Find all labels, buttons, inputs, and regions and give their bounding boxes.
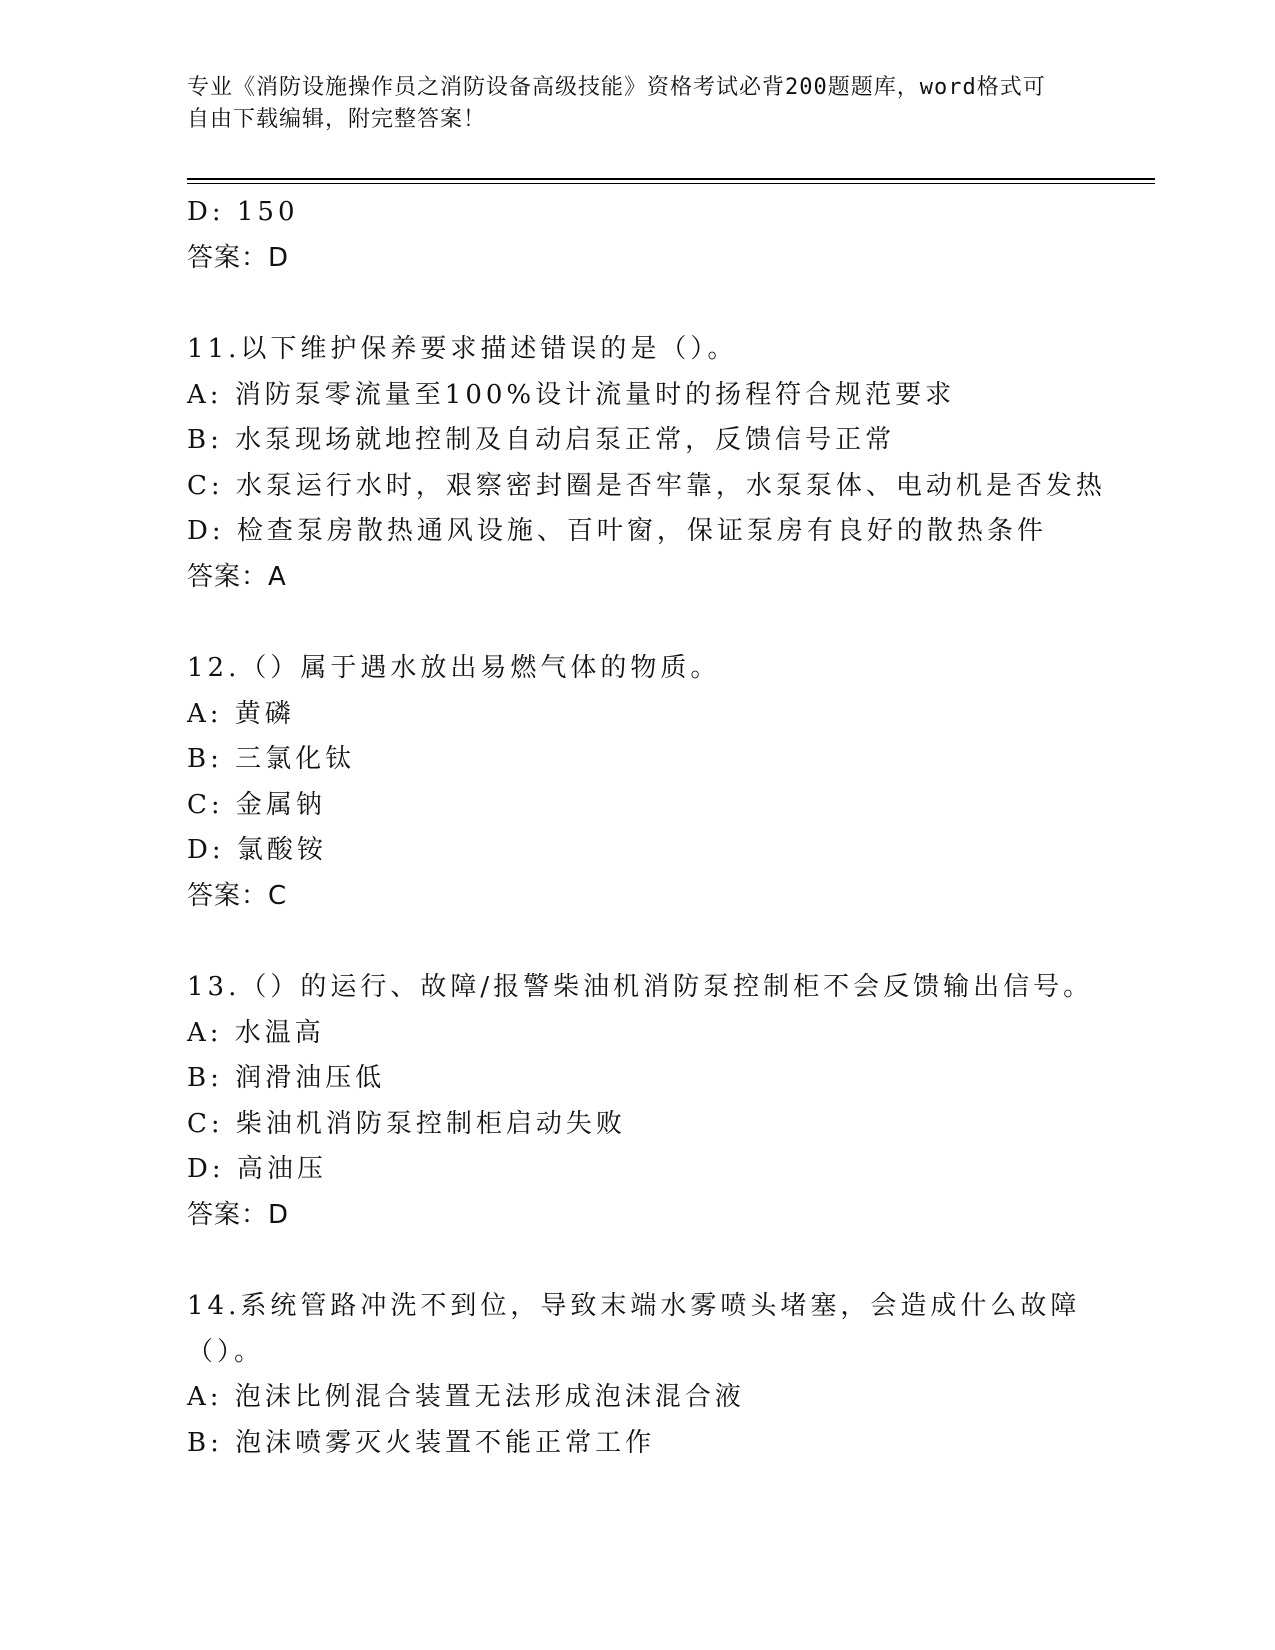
prev-option-d: D: 150 bbox=[187, 197, 299, 227]
question-12-option-c: C: 金属钠 bbox=[187, 789, 326, 820]
question-13-answer: 答案：D bbox=[187, 1199, 290, 1230]
spacer bbox=[187, 281, 1087, 327]
question-14: 14.系统管路冲洗不到位，导致末端水雾喷头堵塞，会造成什么故障（）。 bbox=[187, 1291, 1081, 1367]
question-12-option-a: A: 黄磷 bbox=[187, 698, 295, 729]
question-11-option-d: D: 检查泵房散热通风设施、百叶窗，保证泵房有良好的散热条件 bbox=[187, 516, 1047, 546]
question-14-option-b: B: 泡沫喷雾灭火装置不能正常工作 bbox=[187, 1427, 656, 1458]
question-11-option-c: C: 水泵运行水时，艰察密封圈是否牢靠，水泵泵体、电动机是否发热 bbox=[187, 470, 1106, 501]
question-11: 11.以下维护保养要求描述错误的是（）。 bbox=[187, 334, 738, 364]
prev-answer: 答案：D bbox=[187, 242, 290, 273]
spacer bbox=[187, 600, 1087, 646]
spacer bbox=[187, 1238, 1087, 1284]
question-13-option-b: B: 润滑油压低 bbox=[187, 1063, 386, 1093]
page-header: 专业《消防设施操作员之消防设备高级技能》资格考试必背200题题库，word格式可自由下载编辑，附完整答案！ bbox=[187, 75, 1046, 132]
question-12: 12.（）属于遇水放出易燃气体的物质。 bbox=[187, 653, 721, 683]
question-11-option-b: B: 水泵现场就地控制及自动启泵正常，反馈信号正常 bbox=[187, 425, 896, 455]
question-13-option-c: C: 柴油机消防泵控制柜启动失败 bbox=[187, 1108, 626, 1139]
header-rule-thick bbox=[187, 178, 1155, 180]
question-11-answer: 答案：A bbox=[187, 561, 287, 592]
question-11-option-a: A: 消防泵零流量至100%设计流量时的扬程符合规范要求 bbox=[187, 379, 956, 410]
question-list bbox=[187, 190, 1106, 1466]
question-13-option-d: D: 高油压 bbox=[187, 1154, 327, 1184]
question-13-option-a: A: 水温高 bbox=[187, 1017, 325, 1048]
spacer bbox=[187, 919, 1087, 965]
header-rule-thin bbox=[187, 183, 1155, 184]
question-14-option-a: A: 泡沫比例混合装置无法形成泡沫混合液 bbox=[187, 1382, 745, 1412]
question-12-option-b: B: 三氯化钛 bbox=[187, 744, 356, 774]
question-13: 13.（）的运行、故障/报警柴油机消防泵控制柜不会反馈输出信号。 bbox=[187, 972, 1094, 1002]
question-12-option-d: D: 氯酸铵 bbox=[187, 835, 327, 865]
question-12-answer: 答案：C bbox=[187, 880, 288, 911]
